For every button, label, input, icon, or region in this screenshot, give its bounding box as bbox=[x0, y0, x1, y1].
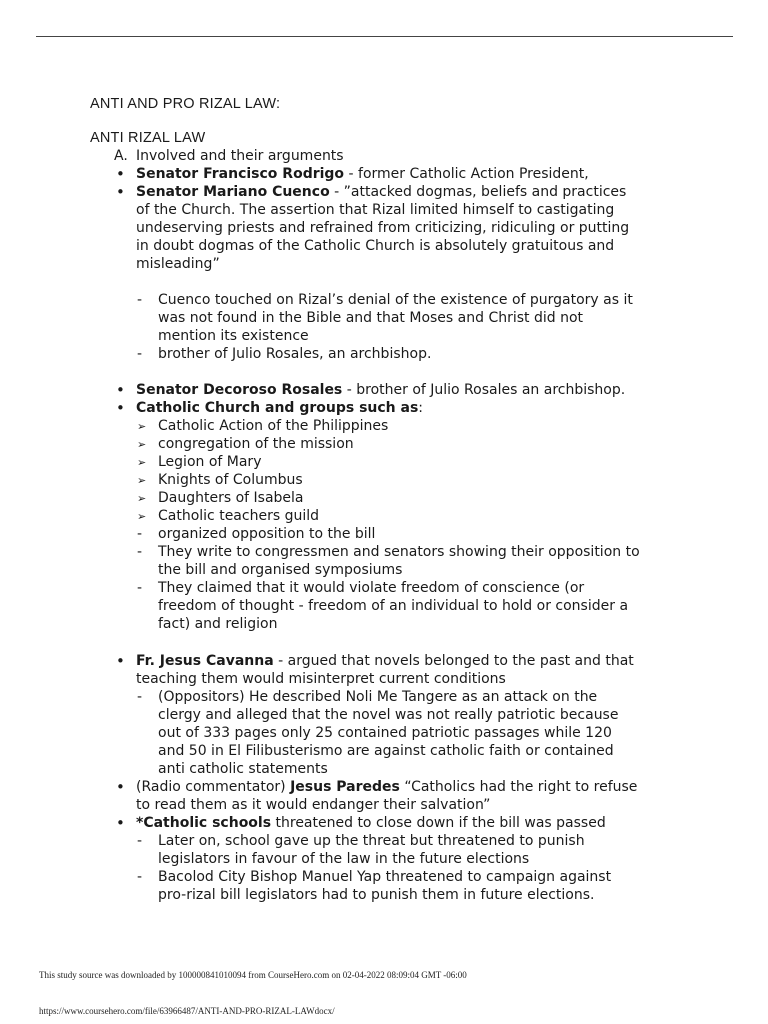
person-name: Senator Mariano Cuenco bbox=[136, 184, 330, 200]
text-line: legislators in favour of the law in the future elections bbox=[158, 851, 530, 867]
list-item-cavanna: Fr. Jesus Cavanna - argued that novels belonged to the past and that bbox=[136, 653, 634, 669]
bullet-icon: • bbox=[116, 381, 125, 399]
text-line: Bacolod City Bishop Manuel Yap threatened to campaign against bbox=[158, 869, 612, 885]
text-line: of the Church. The assertion that Rizal limited himself to castigating bbox=[136, 202, 615, 218]
group-item: Legion of Mary bbox=[158, 454, 262, 470]
list-item-rodrigo: Senator Francisco Rodrigo - former Catholic Action President, bbox=[136, 166, 589, 182]
group-item: congregation of the mission bbox=[158, 436, 354, 452]
text-line: brother of Julio Rosales, an archbishop. bbox=[158, 346, 432, 362]
text-line: anti catholic statements bbox=[158, 761, 328, 777]
person-name: Jesus Paredes bbox=[290, 779, 400, 795]
text-line: organized opposition to the bill bbox=[158, 526, 376, 542]
text-line: to read them as it would endanger their salvation” bbox=[136, 797, 491, 813]
arrow-bullet-icon: ➢ bbox=[137, 438, 147, 451]
dash-marker: - bbox=[137, 833, 143, 849]
text-line: the bill and organised symposiums bbox=[158, 562, 403, 578]
text-line: pro-rizal bill legislators had to punish them in future elections. bbox=[158, 887, 595, 903]
bullet-icon: • bbox=[116, 183, 125, 201]
text-line: Cuenco touched on Rizal’s denial of the existence of purgatory as it bbox=[158, 292, 633, 308]
text-line: mention its existence bbox=[158, 328, 309, 344]
subsection-heading: Involved and their arguments bbox=[136, 148, 344, 164]
text-line: and 50 in El Filibusterismo are against catholic faith or contained bbox=[158, 743, 614, 759]
bullet-icon: • bbox=[116, 399, 125, 417]
bullet-icon: • bbox=[116, 652, 125, 670]
group-item: Catholic teachers guild bbox=[158, 508, 319, 524]
group-item: Knights of Columbus bbox=[158, 472, 303, 488]
dash-marker: - bbox=[137, 526, 143, 542]
text-line: They claimed that it would violate freedom of conscience (or bbox=[158, 580, 585, 596]
text-line: clergy and alleged that the novel was not really patriotic because bbox=[158, 707, 619, 723]
text-line: teaching them would misinterpret current conditions bbox=[136, 671, 506, 687]
text-line: (Oppositors) He described Noli Me Tangere as an attack on the bbox=[158, 689, 598, 705]
dash-marker: - bbox=[137, 544, 143, 560]
person-name: Senator Decoroso Rosales bbox=[136, 382, 343, 398]
bullet-icon: • bbox=[116, 778, 125, 796]
section-title: ANTI RIZAL LAW bbox=[90, 130, 206, 146]
arrow-bullet-icon: ➢ bbox=[137, 474, 147, 487]
text-line: in doubt dogmas of the Catholic Church is absolutely gratuitous and bbox=[136, 238, 615, 254]
text-line: freedom of thought - freedom of an individual to hold or consider a bbox=[158, 598, 629, 614]
arrow-bullet-icon: ➢ bbox=[137, 456, 147, 469]
text-line: fact) and religion bbox=[158, 616, 278, 632]
group-item: Catholic Action of the Philippines bbox=[158, 418, 389, 434]
dash-marker: - bbox=[137, 292, 143, 308]
list-item-rosales: Senator Decoroso Rosales - brother of Julio Rosales an archbishop. bbox=[136, 382, 626, 398]
dash-marker: - bbox=[137, 689, 143, 705]
arrow-bullet-icon: ➢ bbox=[137, 492, 147, 505]
list-item-paredes: (Radio commentator) Jesus Paredes “Catholics had the right to refuse bbox=[136, 779, 638, 795]
source-url-link[interactable]: https://www.coursehero.com/file/63966487/ANTI-AND-PRO-RIZAL-LAWdocx/ bbox=[39, 1006, 335, 1016]
person-name: Senator Francisco Rodrigo bbox=[136, 166, 345, 182]
person-name: Fr. Jesus Cavanna bbox=[136, 653, 274, 669]
text-line: Later on, school gave up the threat but threatened to punish bbox=[158, 833, 585, 849]
text-line: misleading” bbox=[136, 256, 220, 272]
text-line: was not found in the Bible and that Moses and Christ did not bbox=[158, 310, 584, 326]
list-item-cuenco: Senator Mariano Cuenco - ”attacked dogmas, beliefs and practices bbox=[136, 184, 627, 200]
dash-marker: - bbox=[137, 580, 143, 596]
top-rule bbox=[36, 36, 733, 37]
text-line: out of 333 pages only 25 contained patriotic passages while 120 bbox=[158, 725, 612, 741]
dash-marker: - bbox=[137, 346, 143, 362]
group-name: *Catholic schools bbox=[136, 815, 272, 831]
text-line: They write to congressmen and senators showing their opposition to bbox=[158, 544, 640, 560]
bullet-icon: • bbox=[116, 814, 125, 832]
download-notice: This study source was downloaded by 100000841010094 from CourseHero.com on 02-04-2022 08:09:04 GMT -06:00 bbox=[39, 970, 467, 980]
group-item: Daughters of Isabela bbox=[158, 490, 304, 506]
group-name: Catholic Church and groups such as bbox=[136, 400, 419, 416]
list-item-church: Catholic Church and groups such as: bbox=[136, 400, 424, 416]
arrow-bullet-icon: ➢ bbox=[137, 420, 147, 433]
list-marker-a: A. bbox=[114, 148, 128, 164]
arrow-bullet-icon: ➢ bbox=[137, 510, 147, 523]
document-title: ANTI AND PRO RIZAL LAW: bbox=[90, 96, 281, 112]
text-line: undeserving priests and refrained from criticizing, ridiculing or putting bbox=[136, 220, 630, 236]
bullet-icon: • bbox=[116, 165, 125, 183]
dash-marker: - bbox=[137, 869, 143, 885]
list-item-schools: *Catholic schools threatened to close down if the bill was passed bbox=[136, 815, 606, 831]
